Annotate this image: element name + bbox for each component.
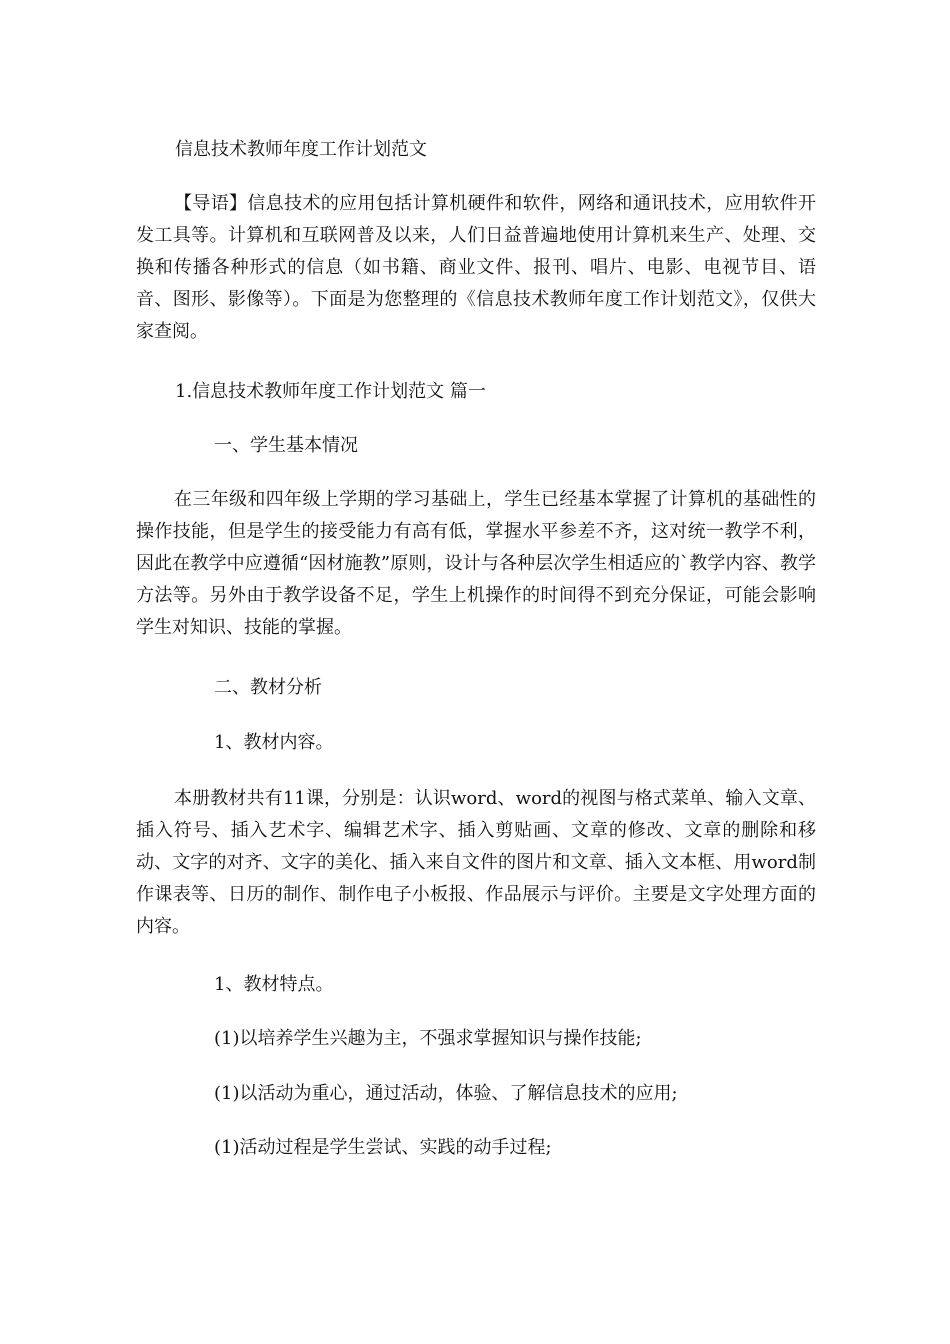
feature-item-3: (1)活动过程是学生尝试、实践的动手过程; (214, 1137, 552, 1158)
section-heading: 1.信息技术教师年度工作计划范文 篇一 (175, 381, 486, 402)
subheading-features: 1、教材特点。 (214, 974, 334, 995)
heading-materials: 二、教材分析 (214, 677, 322, 698)
content-paragraph: 本册教材共有11课，分别是：认识word、word的视图与格式菜单、输入文章、插入符号、插入艺术字、编辑艺术字、插入剪贴画、文章的修改、文章的删除和移动、文字的对齐、文字的美化、插入来自文件的图片和文章、插入文本框、用word制作课表等、日历的制作、制作电子小板报、作品展示与评价。主要是文字处理方面的内容。 (136, 788, 816, 937)
subheading-content: 1、教材内容。 (214, 732, 334, 753)
intro-paragraph: 【导语】信息技术的应用包括计算机硬件和软件，网络和通讯技术，应用软件开发工具等。计算机和互联网普及以来，人们日益普遍地使用计算机来生产、处理、交换和传播各种形式的信息（如书籍、商业文件、报刊、唱片、电影、电视节目、语音、图形、影像等）。下面是为您整理的《信息技术教师年度工作计划范文》，仅供大家查阅。 (136, 193, 816, 342)
feature-item-2: (1)以活动为重心，通过活动，体验、了解信息技术的应用; (214, 1083, 678, 1104)
heading-students: 一、学生基本情况 (214, 435, 358, 456)
students-paragraph: 在三年级和四年级上学期的学习基础上，学生已经基本掌握了计算机的基础性的操作技能，但是学生的接受能力有高有低，掌握水平参差不齐，这对统一教学不利，因此在教学中应遵循“因材施教”原则，设计与各种层次学生相适应的`教学内容、教学方法等。另外由于教学设备不足，学生上机操作的时间得不到充分保证，可能会影响学生对知识、技能的掌握。 (136, 489, 816, 638)
document-title: 信息技术教师年度工作计划范文 (175, 139, 427, 160)
feature-item-1: (1)以培养学生兴趣为主，不强求掌握知识与操作技能; (214, 1028, 642, 1049)
